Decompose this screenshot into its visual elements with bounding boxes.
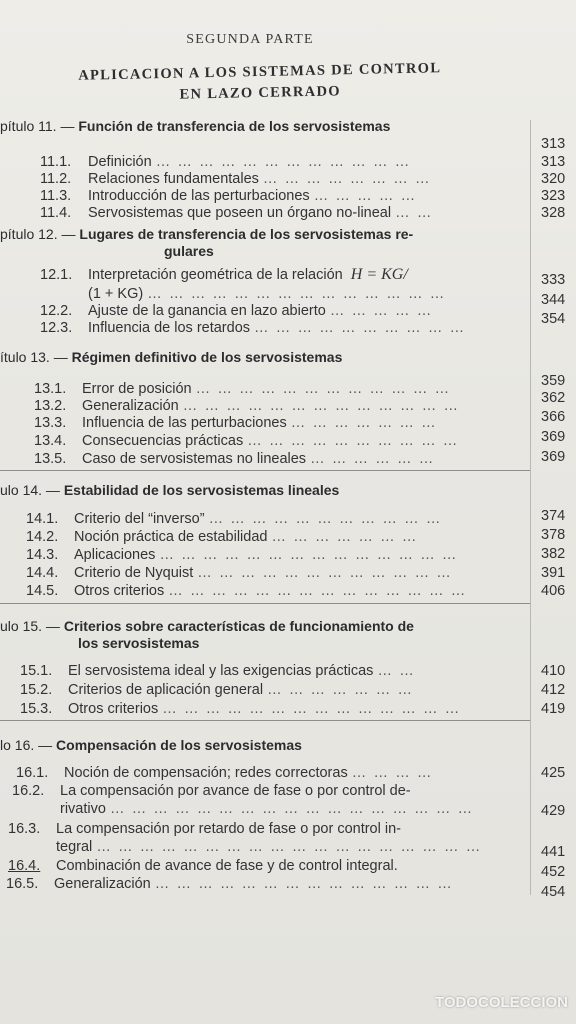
leader-dots: … … … … … … … <box>290 415 438 431</box>
page-number: 412 <box>541 682 566 698</box>
toc-entry <box>40 205 433 221</box>
section-title: rivativo <box>60 801 106 817</box>
toc-entry <box>26 547 458 563</box>
page-number: 378 <box>541 527 566 543</box>
section-number: 13.3. <box>34 415 67 431</box>
section-title: Relaciones fundamentales <box>88 171 259 187</box>
chapter-title: Régimen definitivo de los servosistemas <box>71 349 343 365</box>
section-title: Combinación de avance de fase y de control integral. <box>56 858 398 874</box>
section-title: Caso de servosistemas no lineales <box>82 451 307 467</box>
part-heading: SEGUNDA PARTE <box>186 32 314 47</box>
leader-dots: … … … … … … … … … … … … <box>195 381 451 397</box>
page-number: 452 <box>541 864 566 880</box>
section-title: El servosistema ideal y las exigencias prácticas <box>68 663 374 679</box>
section-number: 11.2. <box>40 171 72 187</box>
section-title: Influencia de las perturbaciones <box>82 415 287 431</box>
page-number: 369 <box>541 449 566 465</box>
leader-dots: … … … … … … … … … … … <box>208 511 442 527</box>
page-number: 406 <box>541 583 566 599</box>
divider <box>0 470 530 471</box>
leader-dots: … … … … … … … … … … <box>247 433 459 449</box>
section-number: 14.5. <box>26 583 59 599</box>
section-number: 16.5. <box>6 876 39 892</box>
page-number: 391 <box>541 565 566 581</box>
section-number: 11.1. <box>40 154 72 170</box>
leader-dots: … … … … … … … … … … … … <box>155 154 411 170</box>
chapter-title-cont: los servosistemas <box>78 635 200 651</box>
page-number: 323 <box>541 188 566 204</box>
chapter-label: ulo 15. — <box>0 618 60 634</box>
section-title: Criterio del “inverso” <box>74 511 205 527</box>
section-title: Ajuste de la ganancia en lazo abierto <box>88 303 326 319</box>
toc-entry <box>34 451 435 467</box>
section-number: 15.1. <box>20 663 53 679</box>
toc-entry <box>60 801 474 817</box>
chapter-14-heading <box>0 482 339 498</box>
chapter-12-heading <box>0 226 413 260</box>
leader-dots: … … … … … … … … … … <box>254 320 466 336</box>
section-title: Otros criterios <box>68 701 159 717</box>
toc-entry <box>40 171 431 187</box>
chapter-first-page: 313 <box>541 136 566 152</box>
section-number: 16.4. <box>8 858 41 874</box>
page-number: 359 <box>541 373 566 389</box>
section-title: Criterio de Nyquist <box>74 565 194 581</box>
leader-dots: … … … … … … … <box>271 529 418 545</box>
page-number: 354 <box>541 311 566 327</box>
section-title: Consecuencias prácticas <box>82 433 244 449</box>
leader-dots: … … … … … … … … … … … … … … <box>147 286 446 302</box>
section-title: Generalización <box>82 398 179 414</box>
section-number: 13.5. <box>34 451 67 467</box>
leader-dots: … … … … … … … … … … … … <box>197 565 453 581</box>
chapter-16-heading <box>0 737 302 753</box>
part-title-line2: EN LAZO CERRADO <box>179 83 341 103</box>
chapter-label: pítulo 12. — <box>0 226 76 242</box>
toc-entry <box>34 433 459 449</box>
section-number: 14.4. <box>26 565 59 581</box>
leader-dots: … … … … … <box>329 303 433 319</box>
toc-entry <box>40 154 411 170</box>
page-number: 313 <box>541 154 566 170</box>
section-number: 13.2. <box>34 398 67 414</box>
section-number: 12.3. <box>40 320 73 336</box>
leader-dots: … … … … … … … … … … … … … … … … … <box>109 801 474 817</box>
page-number: 320 <box>541 171 566 187</box>
chapter-label: pítulo 11. — <box>0 118 75 134</box>
page-number: 369 <box>541 429 566 445</box>
section-title: (1 + KG) <box>88 286 144 302</box>
toc-entry <box>34 398 460 414</box>
chapter-label: ulo 14. — <box>0 482 60 498</box>
section-number: 13.4. <box>34 433 67 449</box>
section-number: 16.3. <box>8 821 41 837</box>
part-title <box>40 57 481 108</box>
divider <box>0 720 530 721</box>
leader-dots: … … … … … … … … … … … … … … <box>159 547 459 563</box>
section-number: 12.1. <box>40 267 73 283</box>
toc-entry <box>26 529 418 545</box>
leader-dots: … … … … … … … … <box>262 171 432 187</box>
section-number: 13.1. <box>34 381 67 397</box>
page-number: 374 <box>541 508 566 524</box>
page-number: 344 <box>541 292 566 308</box>
page-number: 425 <box>541 765 566 781</box>
leader-dots: … … … … <box>351 765 434 781</box>
section-number: 14.1. <box>26 511 59 527</box>
chapter-15-heading <box>0 618 414 652</box>
toc-entry <box>34 415 437 431</box>
toc-entry <box>40 320 466 336</box>
section-title: Noción práctica de estabilidad <box>74 529 268 545</box>
page-column-rule <box>530 120 531 895</box>
toc-entry <box>88 286 446 302</box>
section-number: 14.2. <box>26 529 59 545</box>
chapter-13-heading <box>0 349 342 365</box>
section-number: 11.3. <box>40 188 72 204</box>
section-title: Noción de compensación; redes correctoras <box>64 765 348 781</box>
page-number: 441 <box>541 844 566 860</box>
section-number: 15.2. <box>20 682 53 698</box>
chapter-title: Lugares de transferencia de los servosistemas re- <box>79 226 414 242</box>
formula: H = KG/ <box>350 266 408 283</box>
section-title: Influencia de los retardos <box>88 320 251 336</box>
chapter-title: Criterios sobre características de funcionamiento de <box>63 618 414 634</box>
toc-entry <box>56 839 482 855</box>
leader-dots: … … … … … … … … … … … … … … <box>168 583 467 599</box>
toc-entry <box>16 765 433 781</box>
page-number: 382 <box>541 546 566 562</box>
leader-dots: … … … … … <box>313 188 417 204</box>
chapter-label: ítulo 13. — <box>0 349 68 365</box>
section-title: Servosistemas que poseen un órgano no-lineal <box>88 205 392 221</box>
leader-dots: … … … … … … … <box>267 682 414 698</box>
divider <box>0 603 530 604</box>
section-title: Criterios de aplicación general <box>68 682 264 698</box>
toc-entry <box>40 303 433 319</box>
section-title: Definición <box>88 154 152 170</box>
chapter-title: Estabilidad de los servosistemas lineales <box>63 482 340 498</box>
toc-entry <box>26 565 452 581</box>
toc-entry <box>6 876 453 892</box>
section-title: Aplicaciones <box>74 547 156 563</box>
leader-dots: … … … … … … … … … … … … … … <box>154 876 454 892</box>
toc-entry <box>26 511 442 527</box>
toc-entry <box>8 858 398 874</box>
page-number: 333 <box>541 272 566 288</box>
page-number: 328 <box>541 205 566 221</box>
section-title: Interpretación geométrica de la relación <box>88 267 343 283</box>
toc-entry <box>40 188 417 204</box>
page-number: 362 <box>541 390 566 406</box>
page-number: 419 <box>541 701 566 717</box>
section-number: 11.4. <box>40 205 72 221</box>
leader-dots: … … … … … … … … … … … … … … <box>162 701 461 717</box>
chapter-11-heading <box>0 118 390 134</box>
chapter-title: Función de transferencia de los servosistemas <box>78 118 391 134</box>
section-number: 15.3. <box>20 701 53 717</box>
part-title-line1: APLICACION A LOS SISTEMAS DE CONTROL <box>78 60 442 84</box>
section-number: 12.2. <box>40 303 73 319</box>
page-number: 410 <box>541 663 566 679</box>
leader-dots: … … … … … … <box>310 451 435 467</box>
section-title: Generalización <box>54 876 151 892</box>
section-number: 16.1. <box>16 765 49 781</box>
toc-entry <box>8 821 401 837</box>
chapter-title-cont: gulares <box>164 243 214 259</box>
toc-entry <box>26 583 467 599</box>
toc-entry <box>20 701 461 717</box>
section-title: tegral <box>56 839 93 855</box>
page-number: 366 <box>541 409 566 425</box>
leader-dots: … … <box>395 205 433 221</box>
section-number: 14.3. <box>26 547 59 563</box>
toc-entry <box>20 663 415 679</box>
section-title: Error de posición <box>82 381 192 397</box>
leader-dots: … … <box>377 663 416 679</box>
toc-entry <box>34 381 451 397</box>
chapter-label: lo 16. — <box>0 737 53 753</box>
section-number: 16.2. <box>12 783 45 799</box>
section-title: La compensación por avance de fase o por control de- <box>60 783 411 799</box>
section-title: La compensación por retardo de fase o por control in- <box>56 821 401 837</box>
toc-entry <box>20 682 414 698</box>
toc-entry <box>12 783 411 799</box>
leader-dots: … … … … … … … … … … … … … <box>182 398 460 414</box>
leader-dots: … … … … … … … … … … … … … … … … … … <box>96 839 482 855</box>
page-number: 454 <box>541 884 566 900</box>
toc-entry <box>40 266 408 284</box>
watermark-logo: TODOCOLECCION <box>434 994 568 1011</box>
page-number: 429 <box>541 803 566 819</box>
chapter-title: Compensación de los servosistemas <box>56 737 302 753</box>
section-title: Introducción de las perturbaciones <box>88 188 310 204</box>
section-title: Otros criterios <box>74 583 165 599</box>
